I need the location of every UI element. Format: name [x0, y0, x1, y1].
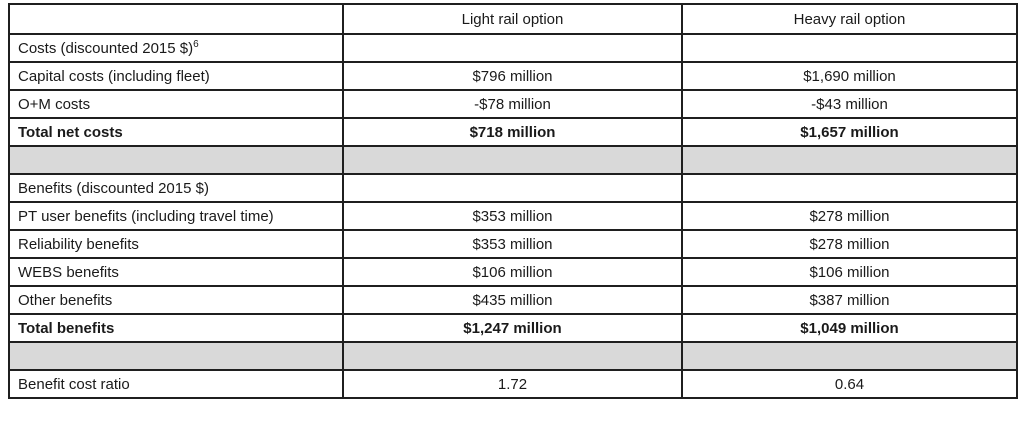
- light-rail-value: $353 million: [343, 202, 682, 230]
- spacer-row: [9, 342, 1017, 370]
- table-row-benefit-cost-ratio: [9, 370, 1017, 398]
- table-row-total-benefits: [9, 314, 1017, 342]
- light-rail-value: 1.72: [343, 370, 682, 398]
- table-row-capital-costs: [9, 62, 1017, 90]
- row-label: Total net costs: [9, 118, 343, 146]
- spacer-cell: [682, 342, 1017, 370]
- row-label: PT user benefits (including travel time): [9, 202, 343, 230]
- heavy-rail-value: $1,657 million: [682, 118, 1017, 146]
- header-light-rail: Light rail option: [343, 4, 682, 34]
- light-rail-value: $718 million: [343, 118, 682, 146]
- table-row-total-net-costs: [9, 118, 1017, 146]
- row-label: O+M costs: [9, 90, 343, 118]
- row-label: Other benefits: [9, 286, 343, 314]
- spacer-cell: [9, 342, 343, 370]
- header-empty-cell: [9, 4, 343, 34]
- spacer-row: [9, 146, 1017, 174]
- table-header-row: [9, 4, 1017, 34]
- table-row-pt-user-benefits: [9, 202, 1017, 230]
- row-label: WEBS benefits: [9, 258, 343, 286]
- heavy-rail-value: $1,690 million: [682, 62, 1017, 90]
- row-label: Capital costs (including fleet): [9, 62, 343, 90]
- heavy-rail-value: $106 million: [682, 258, 1017, 286]
- footnote-marker: 6: [193, 38, 199, 50]
- benefits-section-title-row: [9, 174, 1017, 202]
- row-label: Benefit cost ratio: [9, 370, 343, 398]
- heavy-rail-value: $387 million: [682, 286, 1017, 314]
- empty-cell: [682, 34, 1017, 62]
- table-row-other-benefits: [9, 286, 1017, 314]
- heavy-rail-value: $278 million: [682, 202, 1017, 230]
- cost-benefit-table: [8, 3, 1018, 399]
- spacer-cell: [343, 146, 682, 174]
- table-row-reliability-benefits: [9, 230, 1017, 258]
- table-row-webs-benefits: [9, 258, 1017, 286]
- light-rail-value: $1,247 million: [343, 314, 682, 342]
- light-rail-value: -$78 million: [343, 90, 682, 118]
- costs-section-title-row: [9, 34, 1017, 62]
- spacer-cell: [682, 146, 1017, 174]
- light-rail-value: $435 million: [343, 286, 682, 314]
- light-rail-value: $796 million: [343, 62, 682, 90]
- empty-cell: [343, 174, 682, 202]
- header-heavy-rail: Heavy rail option: [682, 4, 1017, 34]
- heavy-rail-value: $278 million: [682, 230, 1017, 258]
- empty-cell: [343, 34, 682, 62]
- row-label: Reliability benefits: [9, 230, 343, 258]
- spacer-cell: [9, 146, 343, 174]
- heavy-rail-value: 0.64: [682, 370, 1017, 398]
- spacer-cell: [343, 342, 682, 370]
- row-label: Total benefits: [9, 314, 343, 342]
- costs-section-title: [9, 34, 343, 62]
- light-rail-value: $353 million: [343, 230, 682, 258]
- empty-cell: [682, 174, 1017, 202]
- heavy-rail-value: -$43 million: [682, 90, 1017, 118]
- heavy-rail-value: $1,049 million: [682, 314, 1017, 342]
- table-row-om-costs: [9, 90, 1017, 118]
- light-rail-value: $106 million: [343, 258, 682, 286]
- benefits-section-title: Benefits (discounted 2015 $): [9, 174, 343, 202]
- costs-section-title-text: Costs (discounted 2015 $): [18, 39, 194, 57]
